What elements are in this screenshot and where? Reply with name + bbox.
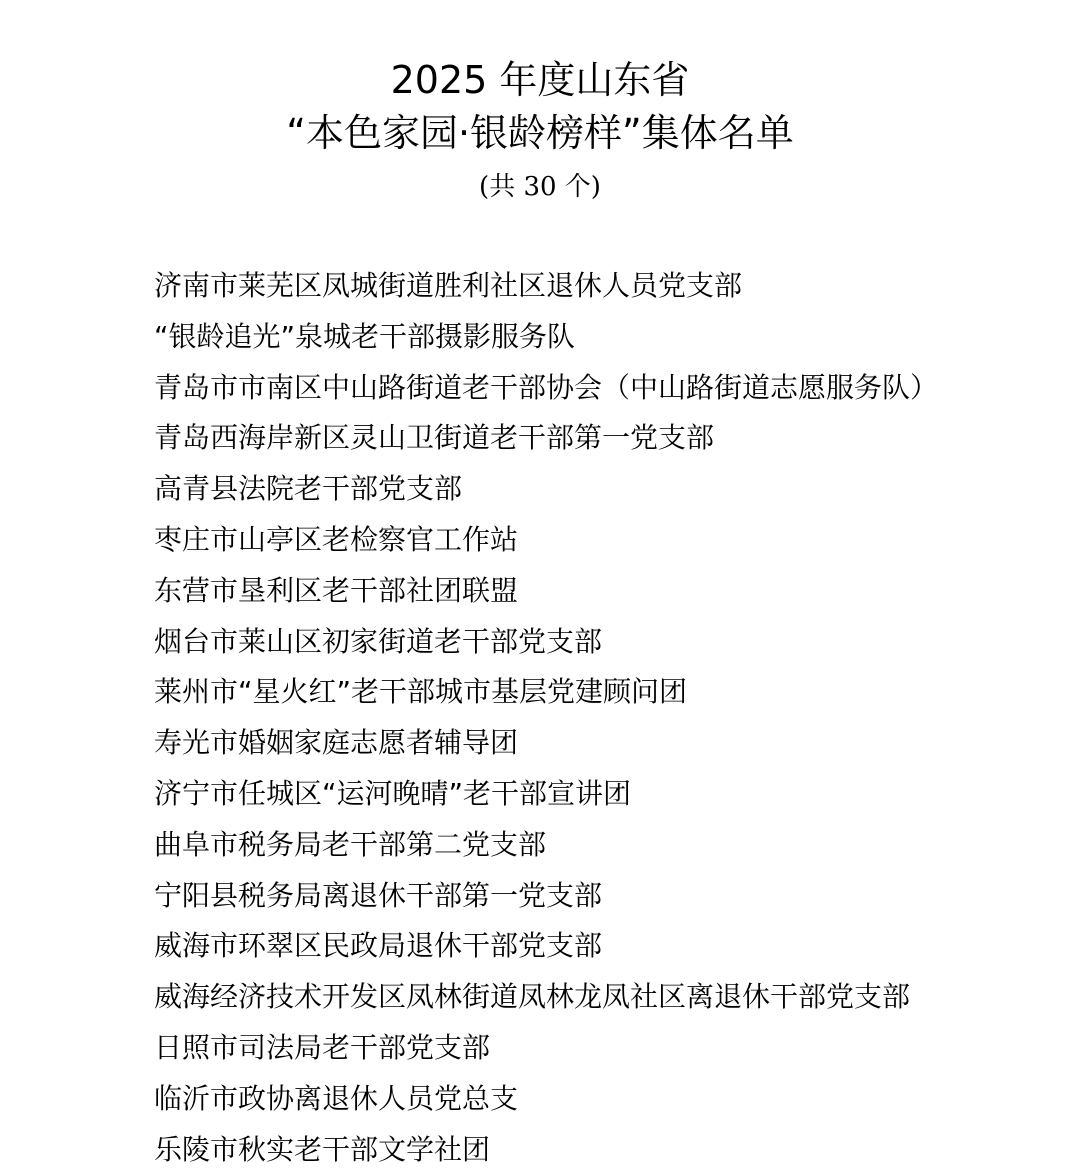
list-item: 寿光市婚姻家庭志愿者辅导团 (154, 726, 519, 760)
list-item: 烟台市莱山区初家街道老干部党支部 (154, 624, 603, 658)
list-item: 济宁市任城区“运河晚晴”老干部宣讲团 (154, 776, 632, 810)
list-item: 青岛市市南区中山路街道老干部协会（中山路街道志愿服务队） (154, 370, 939, 404)
list-item: “银龄追光”泉城老干部摄影服务队 (154, 319, 576, 353)
document-title-line-2: “本色家园·银龄榜样”集体名单 (286, 111, 794, 155)
list-item: 东营市垦利区老干部社团联盟 (154, 573, 519, 607)
list-item: 青岛西海岸新区灵山卫街道老干部第一党支部 (154, 421, 715, 455)
list-item: 日照市司法局老干部党支部 (154, 1030, 491, 1064)
document-subtitle: (共 30 个) (479, 172, 601, 202)
list-item: 枣庄市山亭区老检察官工作站 (154, 522, 519, 556)
list-item: 宁阳县税务局离退休干部第一党支部 (154, 878, 603, 912)
list-item: 威海经济技术开发区凤林街道凤林龙凤社区离退休干部党支部 (154, 980, 911, 1014)
list-item: 曲阜市税务局老干部第二党支部 (154, 827, 547, 861)
list-item: 威海市环翠区民政局退休干部党支部 (154, 929, 603, 963)
list-item: 高青县法院老干部党支部 (154, 472, 463, 506)
list-item: 乐陵市秋实老干部文学社团 (154, 1132, 491, 1166)
collective-list (154, 262, 938, 1176)
list-item: 济南市莱芜区凤城街道胜利社区退休人员党支部 (154, 269, 743, 302)
document-title-line-1: 2025 年度山东省 (390, 58, 690, 102)
list-item: 莱州市“星火红”老干部城市基层党建顾问团 (154, 675, 688, 709)
list-item: 临沂市政协离退休人员党总支 (154, 1081, 519, 1115)
